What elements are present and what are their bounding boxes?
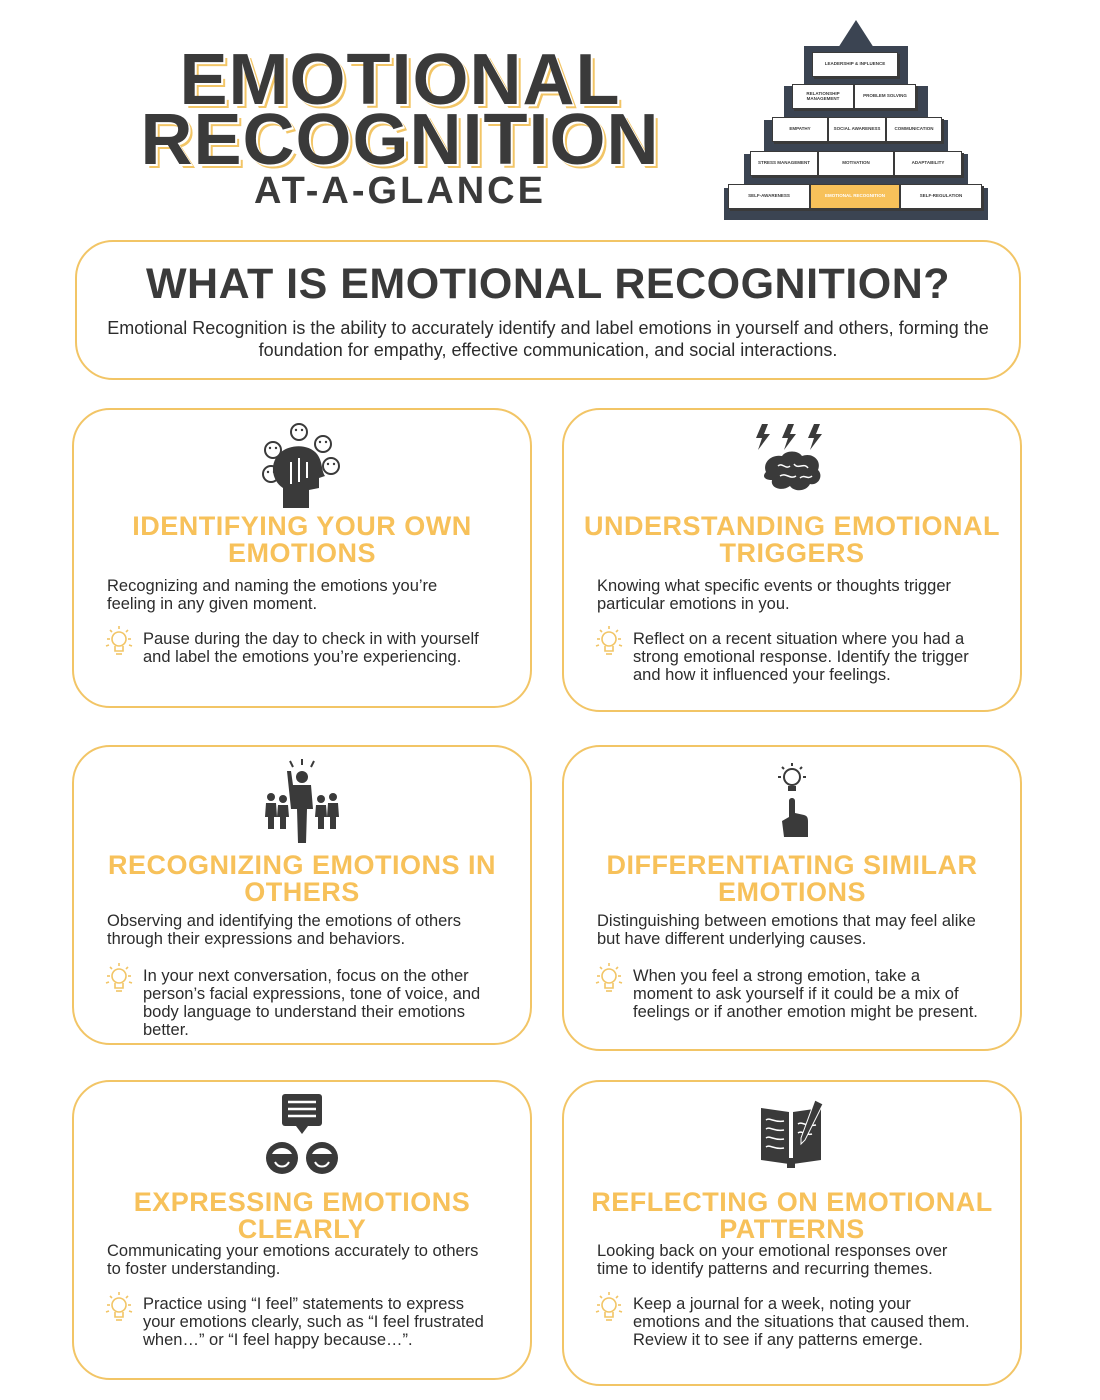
card-tip: When you feel a strong emotion, take a moment to ask yourself if it could be a mix of feelings or if another emotion might be present.: [633, 967, 978, 1021]
pyramid-cell: MOTIVATION: [818, 151, 894, 176]
card-tip: Reflect on a recent situation where you had a strong emotional response. Identify the trigger and how it influenced your feelings.: [633, 630, 969, 684]
pyramid-row-3: [772, 117, 942, 142]
card-differentiating-emotions: [562, 745, 1022, 1051]
card-title: UNDERSTANDING EMOTIONAL TRIGGERS: [584, 511, 1000, 568]
card-description: Looking back on your emotional responses over time to identify patterns and recurring themes.: [597, 1242, 948, 1278]
card-tip: Keep a journal for a week, noting your emotions and the situations that caused them. Review it to see if any patterns emerge.: [633, 1295, 970, 1349]
brain-lightning-icon: [752, 422, 832, 502]
group-people-icon: [257, 759, 347, 845]
card-description: Observing and identifying the emotions of others through their expressions and behaviors.: [107, 912, 462, 948]
pyramid-row-4: [750, 151, 962, 176]
lightbulb-icon: [592, 1290, 626, 1324]
pyramid-cell: ADAPTABILITY: [894, 151, 962, 176]
title-line-1: EMOTIONAL: [179, 40, 621, 120]
card-tip: In your next conversation, focus on the other person’s facial expressions, tone of voice, and body language to understand their emotions better.: [143, 967, 481, 1039]
journal-pen-icon: [757, 1098, 827, 1170]
pyramid-cell: RELATIONSHIP MANAGEMENT: [792, 84, 854, 109]
title-line-2: RECOGNITION: [140, 100, 660, 180]
pyramid-row-5: [728, 184, 982, 209]
pointing-lightbulb-icon: [762, 761, 822, 841]
subtitle: AT-A-GLANCE: [254, 170, 546, 212]
pyramid-cell: EMPATHY: [772, 117, 828, 142]
definition-box: [75, 240, 1021, 380]
card-description: Knowing what specific events or thoughts trigger particular emotions in you.: [597, 577, 952, 613]
head-emotions-icon: [257, 422, 347, 508]
lightbulb-icon: [592, 624, 626, 658]
pyramid-cell: LEADERSHIP & INFLUENCE: [812, 52, 898, 77]
card-title: EXPRESSING EMOTIONS CLEARLY: [133, 1187, 471, 1244]
pyramid-cell: SELF-REGULATION: [900, 184, 982, 209]
definition-text: Emotional Recognition is the ability to accurately identify and label emotions in yourself and others, forming the foundation for empathy, effective communication, and social interactions.: [107, 318, 989, 360]
lightbulb-icon: [102, 961, 136, 995]
card-title: DIFFERENTIATING SIMILAR EMOTIONS: [606, 850, 978, 907]
card-description: Communicating your emotions accurately to others to foster understanding.: [107, 1242, 479, 1278]
lightbulb-icon: [102, 1290, 136, 1324]
pyramid-cell: PROBLEM SOLVING: [854, 84, 916, 109]
card-title: REFLECTING ON EMOTIONAL PATTERNS: [591, 1187, 993, 1244]
pyramid-cell: COMMUNICATION: [886, 117, 942, 142]
card-reflecting-patterns: [562, 1080, 1022, 1386]
pyramid-row-1: [812, 52, 898, 77]
card-description: Recognizing and naming the emotions you’re feeling in any given moment.: [107, 577, 438, 613]
pyramid-cell: SOCIAL AWARENESS: [828, 117, 886, 142]
lightbulb-icon: [102, 624, 136, 658]
card-identifying-emotions: [72, 408, 532, 708]
card-title: RECOGNIZING EMOTIONS IN OTHERS: [107, 850, 496, 907]
card-emotional-triggers: [562, 408, 1022, 712]
card-expressing-emotions: [72, 1080, 532, 1380]
card-description: Distinguishing between emotions that may feel alike but have different underlying causes.: [597, 912, 976, 948]
pyramid-cell: SELF-AWARENESS: [728, 184, 810, 209]
card-tip: Practice using “I feel” statements to express your emotions clearly, such as “I feel frustrated when…” or “I feel happy because…”.: [143, 1295, 484, 1349]
pyramid-row-2: [792, 84, 916, 109]
pyramid-cell-highlight: EMOTIONAL RECOGNITION: [810, 184, 900, 209]
speech-faces-icon: [262, 1092, 342, 1178]
card-tip: Pause during the day to check in with yourself and label the emotions you’re experiencing.: [143, 630, 479, 666]
definition-title: WHAT IS EMOTIONAL RECOGNITION?: [145, 260, 951, 308]
card-emotions-in-others: [72, 745, 532, 1045]
pyramid-cell: STRESS MANAGEMENT: [750, 151, 818, 176]
lightbulb-icon: [592, 961, 626, 995]
skills-pyramid: [720, 16, 992, 221]
card-title: IDENTIFYING YOUR OWN EMOTIONS: [132, 511, 472, 568]
